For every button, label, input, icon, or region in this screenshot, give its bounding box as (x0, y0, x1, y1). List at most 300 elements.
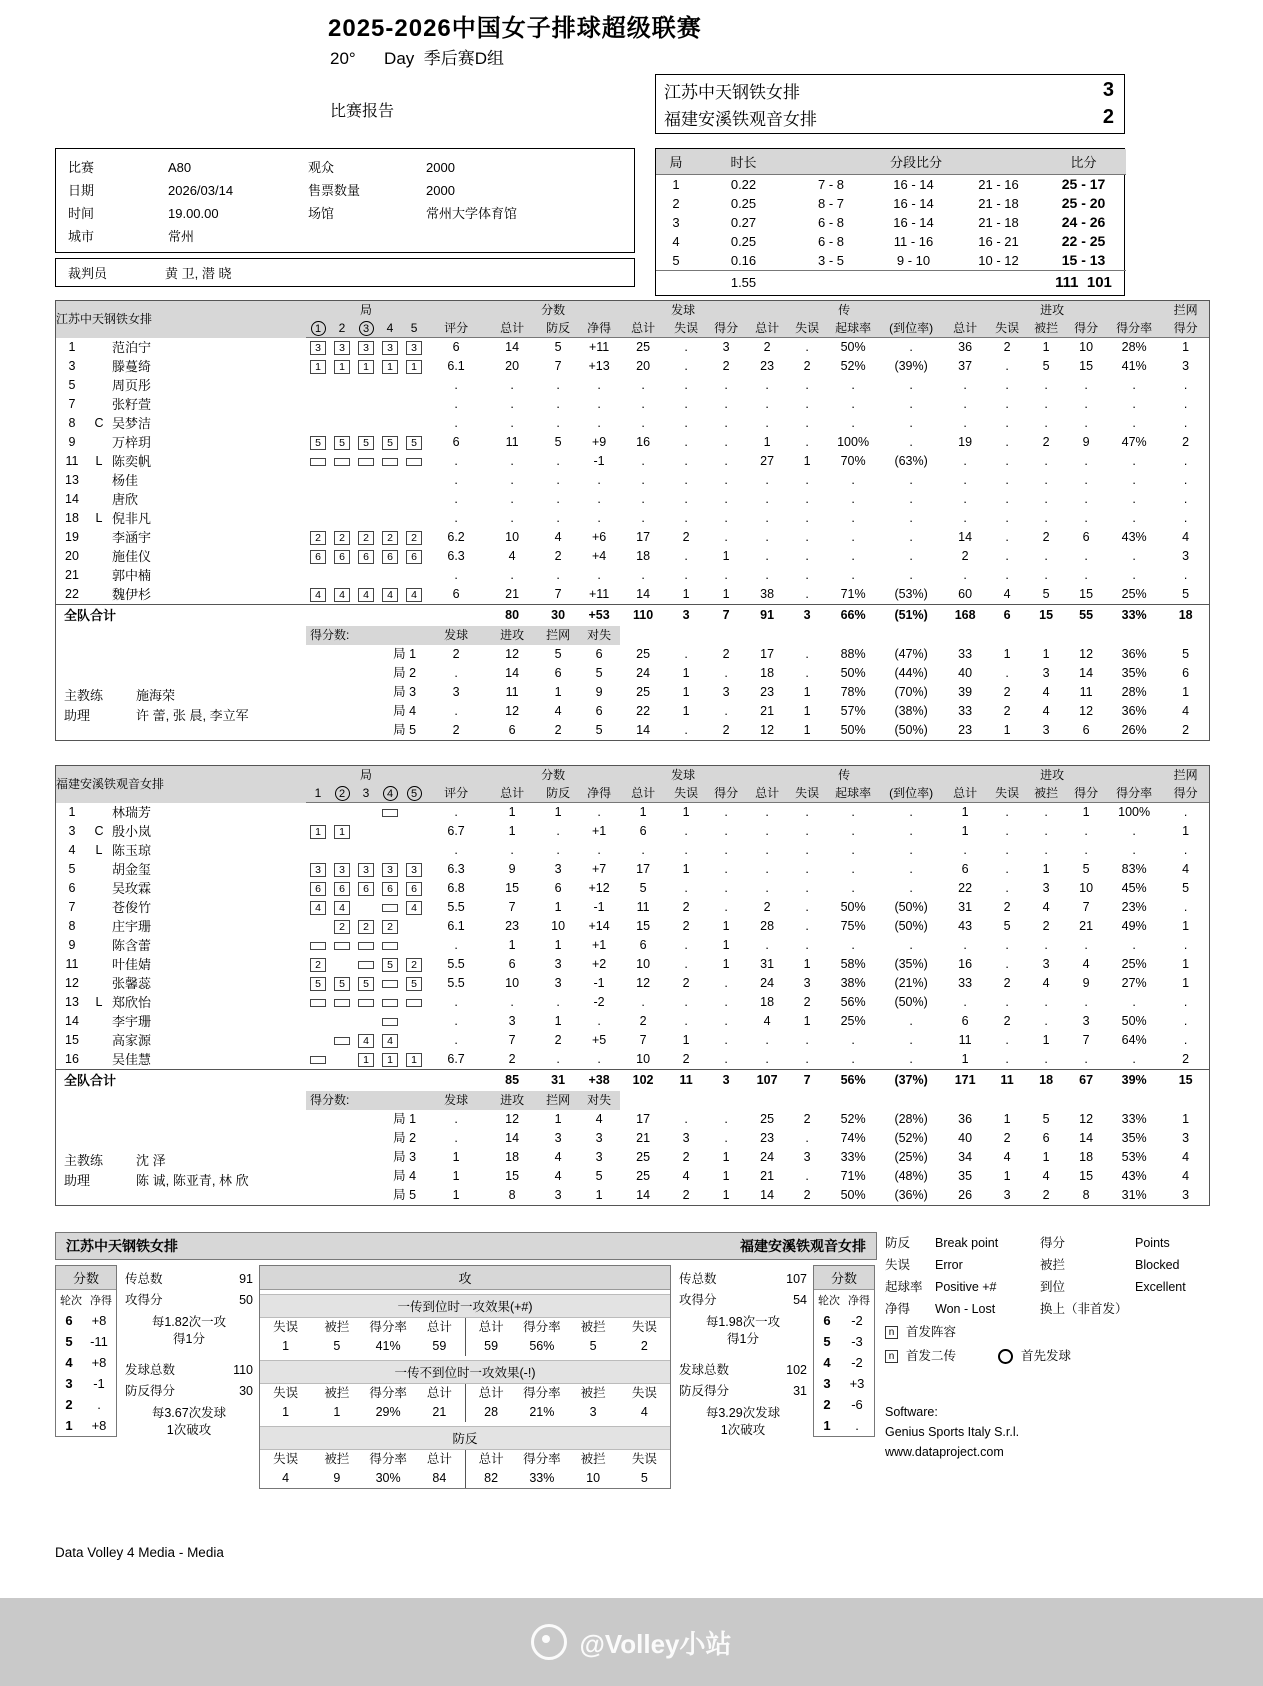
set-stat-value: 24 (636, 666, 651, 680)
stat-value: 16 (636, 435, 651, 449)
legend-starter-row (885, 1320, 1210, 1344)
set-stat-value: 2 (803, 1188, 811, 1202)
rotation-cell (378, 376, 402, 395)
stat-value: 7 (508, 1033, 516, 1047)
totals-value: 18 (1026, 1070, 1066, 1092)
stat-group-header: 进攻 (942, 301, 1162, 319)
team-totals-row (56, 605, 1209, 627)
rotation-cell (354, 822, 378, 841)
rotation-net-value: -2 (851, 1313, 863, 1328)
stat-value: 7 (554, 587, 562, 601)
set-stat-value: (52%) (894, 1131, 928, 1145)
set-stat-value: 26 (958, 1188, 973, 1202)
spacer (56, 626, 306, 645)
stat-value: . (684, 549, 688, 563)
rotation-net-value: -11 (90, 1334, 108, 1349)
stat-value: 2 (763, 900, 771, 914)
rotation-position-mark: 6 (334, 550, 350, 564)
set-partial-score: 16 - 14 (893, 215, 934, 230)
stat-value: . (510, 995, 514, 1009)
player-name: 吴佳慧 (112, 1052, 152, 1067)
stat-value: . (724, 492, 728, 506)
stat-value: (63%) (894, 454, 928, 468)
stat-value: . (510, 397, 514, 411)
substitute-mark (358, 961, 374, 969)
set-stat-value: 6 (1042, 1131, 1050, 1145)
set-row-label: 局 1 (393, 647, 417, 661)
stat-value: +2 (591, 957, 607, 971)
stat-value: . (851, 492, 855, 506)
stat-value: . (1044, 416, 1048, 430)
rotation-cell (378, 547, 402, 566)
set-stat-value: 14 (505, 1131, 520, 1145)
stat-value: 3 (1182, 359, 1190, 373)
rotation-cell (330, 376, 354, 395)
player-rating: 5.5 (447, 900, 465, 914)
stat-value: . (1132, 824, 1136, 838)
player-rating: . (454, 938, 458, 952)
team2-name: 福建安溪铁观音女排 (664, 110, 817, 129)
stat-value: 14 (958, 530, 973, 544)
rotation-cell (306, 452, 330, 471)
first-serve-set-number: 5 (407, 786, 422, 801)
rotation-cell (354, 974, 378, 993)
stat-value: . (1132, 492, 1136, 506)
set-stat-value: 25 (636, 1150, 651, 1164)
stat-value: +12 (588, 881, 610, 895)
rotation-position-mark: 4 (382, 1034, 398, 1048)
first-serve-set-number: 1 (311, 321, 326, 336)
legend-term-cn: 失误 (885, 1258, 911, 1272)
set-stat-value: 1 (682, 704, 690, 718)
set-stat-value: 35 (958, 1169, 973, 1183)
stat-value: . (724, 995, 728, 1009)
rotation-cell (402, 955, 426, 974)
stat-value: 3 (1042, 881, 1050, 895)
team-totals-row (56, 1070, 1209, 1092)
result-row-team1 (664, 77, 1114, 104)
set-stat-value: 33% (840, 1150, 866, 1164)
totals-value: 56% (826, 1070, 880, 1092)
set-stat-value: 25 (760, 1112, 775, 1126)
set-partial-score: 16 - 14 (893, 177, 934, 192)
rotation-position-mark: 5 (334, 436, 350, 450)
rotation-cell (306, 879, 330, 898)
rotation-cell (354, 1031, 378, 1050)
totals-rating-spacer (426, 605, 486, 627)
substitute-mark (310, 999, 326, 1007)
player-number: 12 (65, 976, 79, 990)
set-row-label: 局 5 (393, 1188, 417, 1202)
match-result-box (655, 74, 1125, 134)
score-col-header: 比分 (1041, 149, 1126, 175)
rotation-cell (330, 974, 354, 993)
stat-value: . (1183, 843, 1188, 857)
stat-value: 1 (682, 805, 690, 819)
set-stat-value: 2 (682, 1150, 690, 1164)
stat-value: (50%) (894, 900, 928, 914)
stat-value: . (510, 511, 514, 525)
stat-value: 4 (763, 1014, 771, 1028)
set-stat-value: 9 (595, 685, 603, 699)
head-coach-line (64, 686, 306, 706)
stat-value: . (1005, 881, 1009, 895)
attack-value: 4 (640, 1405, 648, 1419)
stat-value: 2 (1042, 435, 1050, 449)
player-role (88, 860, 110, 879)
legend-term-cn: 净得 (885, 1302, 911, 1316)
head-coach-name: 沈 泽 (136, 1153, 166, 1168)
stat-value: . (1132, 473, 1136, 487)
stat-value: . (963, 492, 967, 506)
totals-value: 85 (486, 1070, 538, 1092)
rotation-cell (306, 395, 330, 414)
set-number-header (402, 319, 426, 338)
attack-value: 28 (465, 1403, 516, 1422)
player-row (56, 917, 1209, 936)
attack-value: 5 (640, 1471, 648, 1485)
player-rating: 6.7 (447, 824, 465, 838)
stat-value: . (1005, 824, 1009, 838)
player-rating: . (454, 473, 458, 487)
stat-value: . (963, 416, 967, 430)
stat-value: 1 (803, 454, 811, 468)
set-stat-value: 34 (958, 1150, 973, 1164)
stat-value: 1 (803, 1014, 811, 1028)
set-stat-value: 6 (554, 666, 562, 680)
attack-col-header: 得分率 (369, 1452, 407, 1466)
attack-section-title: 一传不到位时一攻效果(-!) (260, 1360, 670, 1384)
stat-value: 12 (636, 976, 651, 990)
rotation-cell (378, 974, 402, 993)
totals-value: 91 (746, 605, 788, 627)
attack-col-header: 失误 (631, 1320, 657, 1334)
player-role (88, 376, 110, 395)
attack-points-label: 攻得分 (679, 1293, 717, 1307)
player-row (56, 860, 1209, 879)
stat-value: . (1005, 862, 1009, 876)
set-stat-value: 12 (760, 723, 775, 737)
set-number: 4 (672, 234, 680, 249)
stat-value: . (1005, 549, 1009, 563)
head-coach-line (64, 1151, 306, 1171)
rotation-number: 4 (65, 1355, 73, 1370)
rotation-cell (354, 547, 378, 566)
attack-header-row (260, 1450, 670, 1469)
attack-value-row (260, 1337, 670, 1356)
rotation-position-mark: 2 (358, 920, 374, 934)
attack-col-header: 得分率 (523, 1386, 561, 1400)
set-stat-value: 3 (1042, 666, 1050, 680)
team2-sets-won: 2 (1102, 106, 1114, 128)
stat-value: . (724, 976, 728, 990)
attack-col-header: 总计 (426, 1320, 452, 1334)
rotation-position-mark: 4 (334, 588, 350, 602)
set-stat-value: 3 (1182, 1131, 1190, 1145)
rotation-cell (330, 898, 354, 917)
rotation-position-mark: 3 (406, 863, 422, 877)
stat-value: . (1132, 1052, 1136, 1066)
stat-value: . (765, 1052, 769, 1066)
stat-col-header: 防反 (538, 319, 578, 338)
player-number: 22 (65, 587, 79, 601)
stat-col-header: (到位率) (880, 784, 942, 803)
set-stat-value: 2 (1003, 685, 1011, 699)
rotation-cell (354, 509, 378, 528)
rotation-position-mark: 3 (310, 341, 326, 355)
player-name: 杨佳 (112, 473, 139, 488)
referee-names: 黄 卫, 潜 晓 (165, 266, 232, 281)
player-rating: . (454, 805, 458, 819)
legend-term-en: Points (1135, 1236, 1170, 1250)
set-stat-value: . (805, 1169, 809, 1183)
camera-logo-icon (531, 1624, 567, 1660)
stat-value: . (805, 435, 809, 449)
stat-value: . (765, 549, 769, 563)
stat-value: . (510, 416, 514, 430)
player-row (56, 974, 1209, 993)
stat-value: . (1084, 492, 1088, 506)
stat-value: 60 (958, 587, 973, 601)
stat-value: . (1132, 397, 1136, 411)
substitute-mark (358, 999, 374, 1007)
stat-value: . (805, 416, 809, 430)
set-stat-value: 5 (595, 666, 603, 680)
rotation-cell (378, 1050, 402, 1070)
rotation-cell (378, 936, 402, 955)
set-stat-value: 1 (554, 1112, 562, 1126)
rotation-position-mark: 5 (310, 977, 326, 991)
attack-value: 10 (586, 1471, 601, 1485)
player-row (56, 936, 1209, 955)
set-stat-value: . (454, 1131, 458, 1145)
stat-value: 71% (840, 587, 866, 601)
stat-value: . (805, 1052, 809, 1066)
attack-value: 2 (640, 1339, 648, 1353)
attack-col-header: 失误 (273, 1386, 299, 1400)
legend-term-cn: 防反 (885, 1236, 911, 1250)
stat-value: . (1044, 454, 1048, 468)
city-value: 常州 (168, 229, 195, 244)
set-score-row (656, 194, 1126, 213)
stat-value: 1 (1182, 340, 1190, 354)
player-row (56, 566, 1209, 585)
block-group-header: 拦网 (1162, 301, 1209, 319)
break-ratio: 每3.29次发球 1次破攻 (705, 1406, 781, 1437)
rotation-position-mark: 1 (334, 360, 350, 374)
stat-value: . (641, 416, 645, 430)
stat-value: 1 (508, 805, 516, 819)
attack-col-header: 被拦 (580, 1386, 606, 1400)
set-table-header (656, 149, 1126, 175)
stat-value: . (1044, 938, 1048, 952)
rotation-position-mark: 3 (382, 341, 398, 355)
rotation-cell (378, 471, 402, 490)
rotation-box-title: 分数 (814, 1266, 874, 1290)
stat-value: 37 (958, 359, 973, 373)
stat-value: . (510, 843, 514, 857)
first-serve-label: 首先发球 (1021, 1349, 1072, 1363)
stat-value: . (909, 805, 913, 819)
set-stat-value: 5 (595, 723, 603, 737)
stat-value: . (851, 568, 855, 582)
stat-value: . (963, 397, 967, 411)
setter-label: 首发二传 (906, 1349, 957, 1363)
stat-value: +7 (591, 862, 607, 876)
stat-value: 2 (722, 359, 730, 373)
rotation-position-mark: 2 (406, 531, 422, 545)
set-group-header: 局 (306, 301, 426, 319)
stat-value: . (765, 378, 769, 392)
set-number: 2 (338, 321, 346, 335)
stat-value: . (963, 843, 967, 857)
rotation-position-mark: 2 (334, 531, 350, 545)
stat-value: . (1044, 995, 1048, 1009)
stat-value: 1 (1042, 862, 1050, 876)
stat-value: . (851, 862, 855, 876)
stat-value: 4 (1082, 957, 1090, 971)
rotation-cell (402, 1012, 426, 1031)
stat-value: . (1183, 473, 1188, 487)
stat-value: 5 (1042, 587, 1050, 601)
set-stat-value: (70%) (894, 685, 928, 699)
stat-value: +1 (591, 938, 607, 952)
stat-value: . (724, 1052, 728, 1066)
stat-value: . (805, 824, 809, 838)
stat-value: . (1084, 938, 1088, 952)
stat-value: . (1005, 1033, 1009, 1047)
player-row (56, 338, 1209, 358)
attack-value: 3 (589, 1405, 597, 1419)
set-final-score: 22 - 25 (1061, 233, 1106, 249)
stat-value: 10 (1079, 340, 1094, 354)
stat-value: . (684, 454, 688, 468)
rotation-box-title: 分数 (56, 1266, 116, 1290)
player-rating: 5.5 (447, 957, 465, 971)
set-stat-value: 2 (452, 723, 460, 737)
rotation-cell (306, 414, 330, 433)
stat-value: 1 (682, 1033, 690, 1047)
stat-value: . (765, 938, 769, 952)
stat-value: . (909, 824, 913, 838)
player-role (88, 471, 110, 490)
stat-value: . (1084, 1052, 1088, 1066)
rotation-position-mark: 1 (382, 1053, 398, 1067)
player-role (88, 357, 110, 376)
rotation-cell (330, 585, 354, 605)
starter-mark-icon: n (885, 1326, 898, 1339)
set-partial-score: 7 - 8 (817, 177, 844, 192)
stat-group-header: 分数 (486, 766, 620, 784)
set-duration: 0.25 (730, 196, 757, 211)
stat-value: . (597, 397, 601, 411)
assistant-coach-line (64, 1171, 306, 1191)
player-role: C (94, 416, 104, 430)
rotation-cell (306, 490, 330, 509)
bottom-panels (55, 1265, 877, 1489)
player-role (88, 395, 110, 414)
legend-setter-row (885, 1344, 1210, 1368)
block-group-header: 拦网 (1162, 766, 1209, 784)
set-number-header (330, 784, 354, 803)
player-row (56, 357, 1209, 376)
player-role (88, 585, 110, 605)
rotation-cell (354, 376, 378, 395)
totals-value: 3 (788, 605, 826, 627)
stat-value: 1 (508, 824, 516, 838)
player-role (88, 879, 110, 898)
set-stat-value: 12 (505, 704, 520, 718)
stat-col-header: 失误 (788, 319, 826, 338)
rotation-cell (378, 860, 402, 879)
player-role: L (95, 454, 103, 468)
stat-value: 4 (1042, 976, 1050, 990)
attack-value: 59 (432, 1339, 447, 1353)
rotation-cell (354, 803, 378, 823)
player-row (56, 955, 1209, 974)
substitute-mark (310, 458, 326, 466)
stat-value: 3 (554, 976, 562, 990)
totals-value: 110 (620, 605, 666, 627)
attack-col-header: 总计 (465, 1318, 516, 1337)
set-stat-value: 33 (958, 647, 973, 661)
rotation-cell (354, 1050, 378, 1070)
legend-row (885, 1254, 1210, 1276)
page-subtitle: 20° Day 季后赛D组 (330, 49, 505, 68)
rotation-cell (306, 433, 330, 452)
stat-group-header: 发球 (620, 301, 746, 319)
stat-value: . (597, 1014, 601, 1028)
rotation-cell (306, 822, 330, 841)
set-stat-value: 25 (636, 1169, 651, 1183)
rotation-cell (354, 917, 378, 936)
set-row-label: 局 4 (393, 1169, 417, 1183)
date-label: 日期 (68, 183, 95, 198)
set-stat-value: 1 (1003, 1112, 1011, 1126)
totals-value: 3 (706, 1070, 746, 1092)
set-stat-value: 1 (1003, 723, 1011, 737)
watermark-bar (0, 1598, 1263, 1686)
stat-value: . (684, 881, 688, 895)
stat-col-header: 失误 (988, 319, 1026, 338)
set-stat-value: 1 (722, 1188, 730, 1202)
attack-col-header: 被拦 (324, 1320, 350, 1334)
rotation-cell (378, 414, 402, 433)
player-row (56, 528, 1209, 547)
stat-value: 2 (803, 995, 811, 1009)
stat-value: 10 (551, 919, 566, 933)
set-row-label: 局 3 (393, 1150, 417, 1164)
rotation-cell (402, 547, 426, 566)
set-stat-value: (36%) (894, 1188, 928, 1202)
stat-value: 1 (639, 805, 647, 819)
totals-value: +38 (578, 1070, 620, 1092)
match-info-grid (68, 156, 634, 248)
player-role (88, 917, 110, 936)
stat-value: . (641, 378, 645, 392)
set-stat-value: 1 (452, 1169, 460, 1183)
rotation-cell (354, 585, 378, 605)
set-stat-value: 53% (1121, 1150, 1147, 1164)
attack-value: 9 (333, 1471, 341, 1485)
points-skill-col-header: 发球 (426, 626, 486, 645)
rotation-cell (306, 547, 330, 566)
set-stat-value: 11 (1079, 685, 1093, 699)
set-stat-value: (28%) (894, 1112, 928, 1126)
player-number: 3 (68, 359, 76, 373)
stat-value: 2 (508, 1052, 516, 1066)
set-number: 1 (672, 177, 680, 192)
